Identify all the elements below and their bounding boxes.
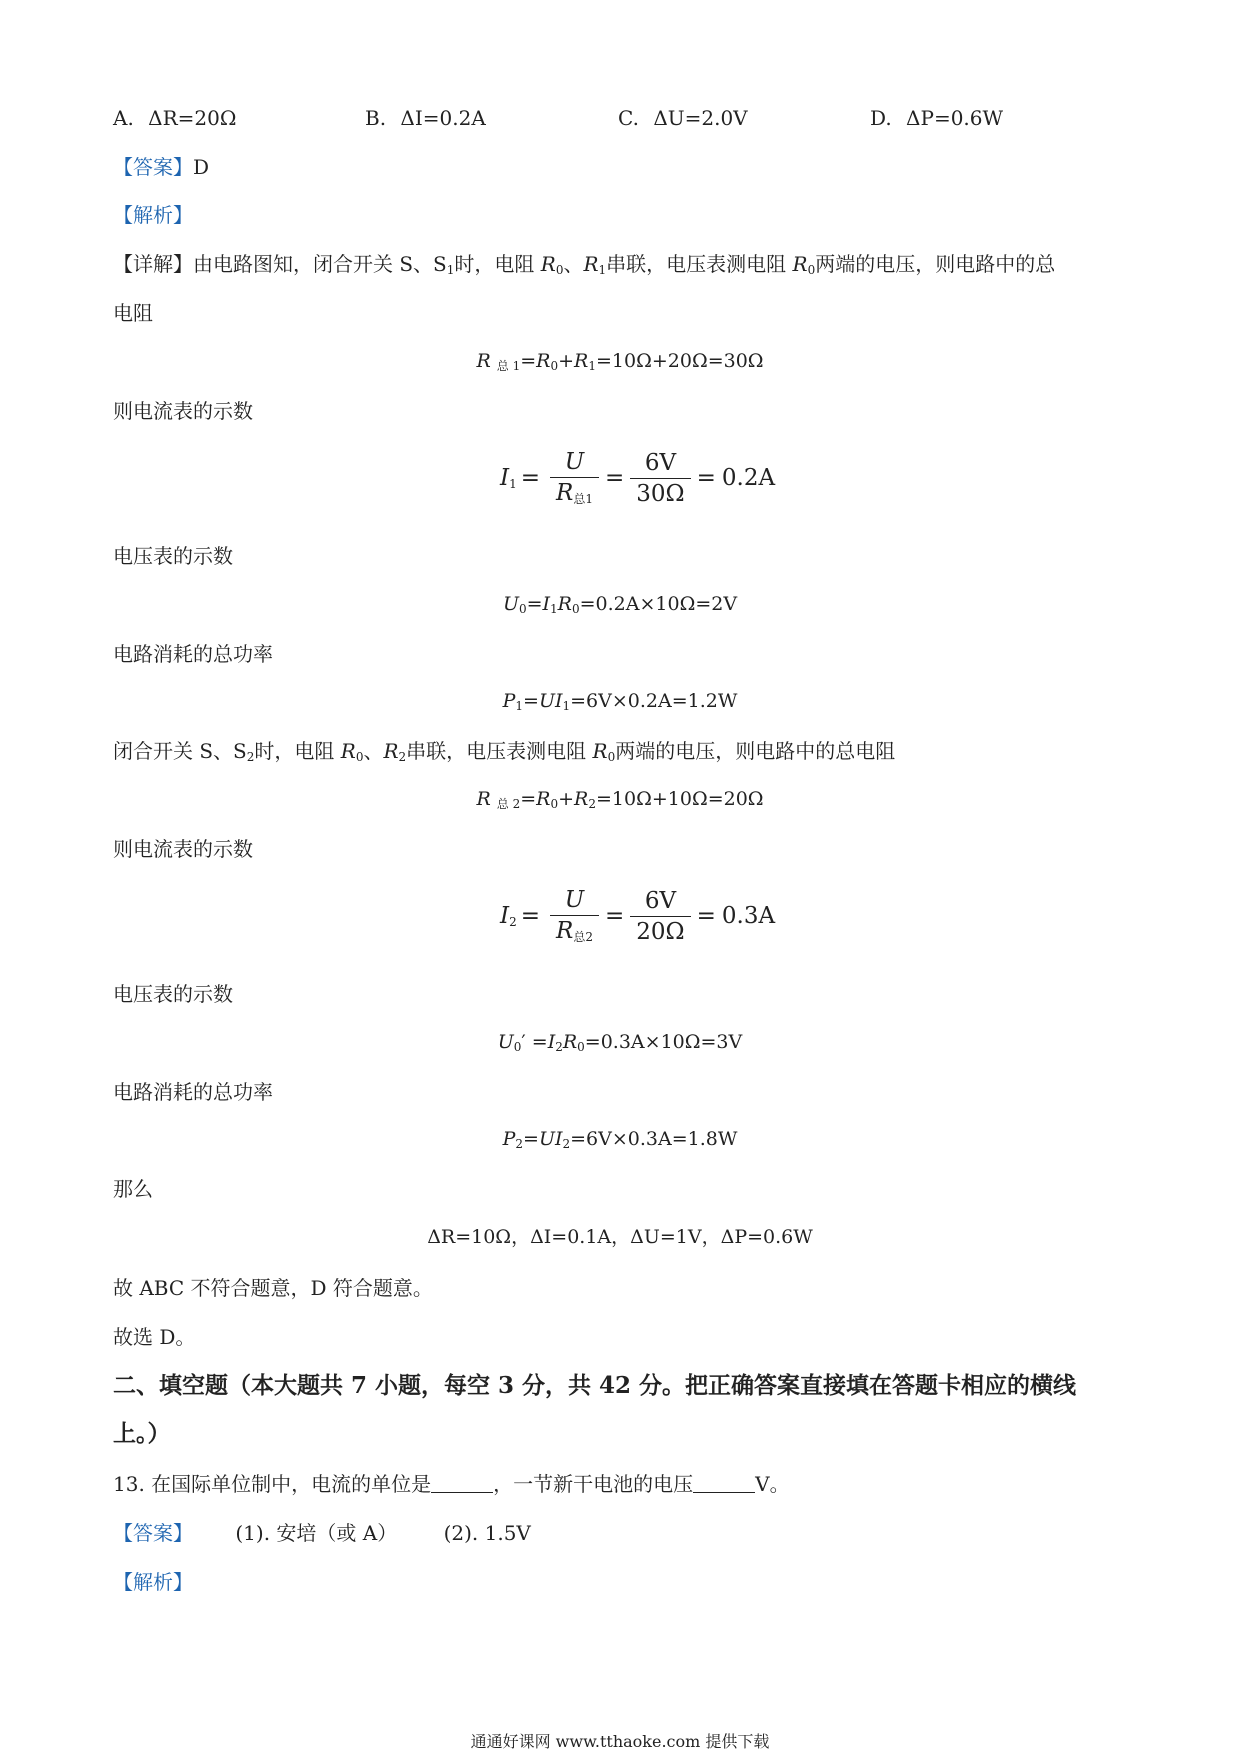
close2-text-d: 两端的电压，则电路中的总电阻 [615,739,896,763]
i2-lhs-sub: 2 [509,915,517,929]
analysis-line [113,201,193,229]
option-c [618,104,748,132]
option-a [113,104,236,132]
close2-text-a: 闭合开关 S、S [113,739,247,763]
text-power-2: 电路消耗的总功率 [113,1080,273,1104]
analysis-tag: 【解析】 [113,203,193,227]
equation-p1: $P_1=UI_1=6V\times 0.2A=1.2W$ [502,690,738,713]
detail-text-a: 由电路图知，闭合开关 S、S [193,252,447,276]
detail-text-d: 两端的电压，则电路中的总 [815,252,1056,276]
option-d-text: ΔP=0.6W [906,106,1004,130]
i2-den1-sub: 总2 [573,930,593,944]
equation-r-total-1: R $_{总 1}=R_0+R_1=10\Omega+20\Omega=30\Omega$ [476,350,764,373]
text-choose: 故选 D。 [113,1325,196,1349]
text-current-2: 则电流表的示数 [113,837,253,861]
i2-num2: 6V [644,887,677,914]
equation-deltas: ΔR=10Ω，ΔI=0.1A，ΔU=1V，ΔP=0.6W [427,1226,813,1248]
option-b-label: B. [365,106,387,130]
answer-value: D [193,155,210,179]
option-c-text: ΔU=2.0V [653,106,748,130]
close2-text-c: 串联，电压表测电阻 [406,739,593,763]
equation-u0-prime: $U_0' =I_2R_0=0.3A\times 10\Omega=3V$ [497,1031,743,1054]
i1-den1: R [556,480,574,506]
detail-tag: 【详解】 [113,252,193,276]
question-13 [113,1470,790,1498]
text-conclusion: 故 ABC 不符合题意，D 符合题意。 [113,1276,433,1300]
analysis-2-line [113,1568,193,1596]
page-footer: 通通好课网 www.tthaoke.com 提供下载 [470,1732,770,1751]
option-d [870,104,1003,132]
answer-tag: 【答案】 [113,155,193,179]
q13-text-a: 13. 在国际单位制中，电流的单位是 [113,1472,432,1496]
text-then: 那么 [113,1177,153,1201]
option-d-label: D. [870,106,892,130]
i1-lhs-sub: 1 [509,477,517,491]
option-a-label: A. [113,106,134,130]
i2-result: 0.3A [721,903,776,929]
option-c-label: C. [618,106,639,130]
i1-result: 0.2A [721,465,776,491]
section-title-line-1: 二、填空题（本大题共 7 小题，每空 3 分，共 42 分。把正确答案直接填在答题卡相应的横线 [113,1372,1077,1399]
i1-num2: 6V [644,449,677,476]
option-a-text: ΔR=20Ω [148,106,237,130]
i2-lhs: I [500,903,510,929]
equation-r-total-2: R $_{总 2}=R_0+R_2=10\Omega+10\Omega=20\Omega$ [476,788,764,811]
detail-text-c: 串联，电压表测电阻 [606,252,793,276]
equation-p2: $P_2=UI_2=6V\times 0.3A=1.8W$ [502,1128,738,1151]
detail-line-2: 电阻 [113,301,153,325]
answer-2-part-2: (2). 1.5V [443,1521,531,1545]
text-voltage-1: 电压表的示数 [113,544,233,568]
i2-den2: 20Ω [630,916,690,945]
i1-den1-sub: 总1 [573,492,593,506]
i2-num1: U [564,887,585,913]
text-current-1: 则电流表的示数 [113,399,253,423]
i1-num1: U [564,449,585,475]
text-power-1: 电路消耗的总功率 [113,642,273,666]
option-b [365,104,486,132]
close2-text-b: 时，电阻 [254,739,341,763]
equation-u0: $U_0=I_1R_0=0.2A\times 10\Omega=2V$ [502,593,738,616]
q13-blank-2 [693,1474,755,1493]
answer-line [113,153,209,181]
section-title-line-2: 上。） [113,1420,171,1447]
q13-text-c: V。 [755,1472,790,1496]
close-switch-2-line: 闭合开关 S、$S_2$时，电阻 $R_0$、$R_2$串联，电压表测电阻 $R_0$两端的电压，则电路中的总电阻 [113,739,896,764]
equation-i2: $I_2$ = $\frac{U}{R_{总2}}$ = $\frac{6V}{20\Omega}$ = 0.3A [500,887,776,945]
equation-i1: $I_1$ = $\frac{U}{R_{总1}}$ = $\frac{6V}{30\Omega}$ = 0.2A [500,449,776,507]
i1-den2: 30Ω [630,478,690,507]
analysis-2-tag: 【解析】 [113,1570,193,1594]
i2-den1: R [556,918,574,944]
detail-line: 【详解】由电路图知，闭合开关 S、$S_1$时，电阻 $R_0$、$R_1$串联，电压表测电阻 $R_0$两端的电压，则电路中的总 [113,252,1056,277]
text-voltage-2: 电压表的示数 [113,982,233,1006]
answer-2-line [113,1519,531,1547]
q13-blank-1 [431,1474,493,1493]
answer-2-part-1: (1). 安培（或 A） [235,1521,398,1545]
detail-text-b: 时，电阻 [454,252,541,276]
q13-text-b: ，一节新干电池的电压 [493,1472,694,1496]
answer-2-tag: 【答案】 [113,1521,193,1545]
i1-lhs: I [500,465,510,491]
option-b-text: ΔI=0.2A [400,106,486,130]
